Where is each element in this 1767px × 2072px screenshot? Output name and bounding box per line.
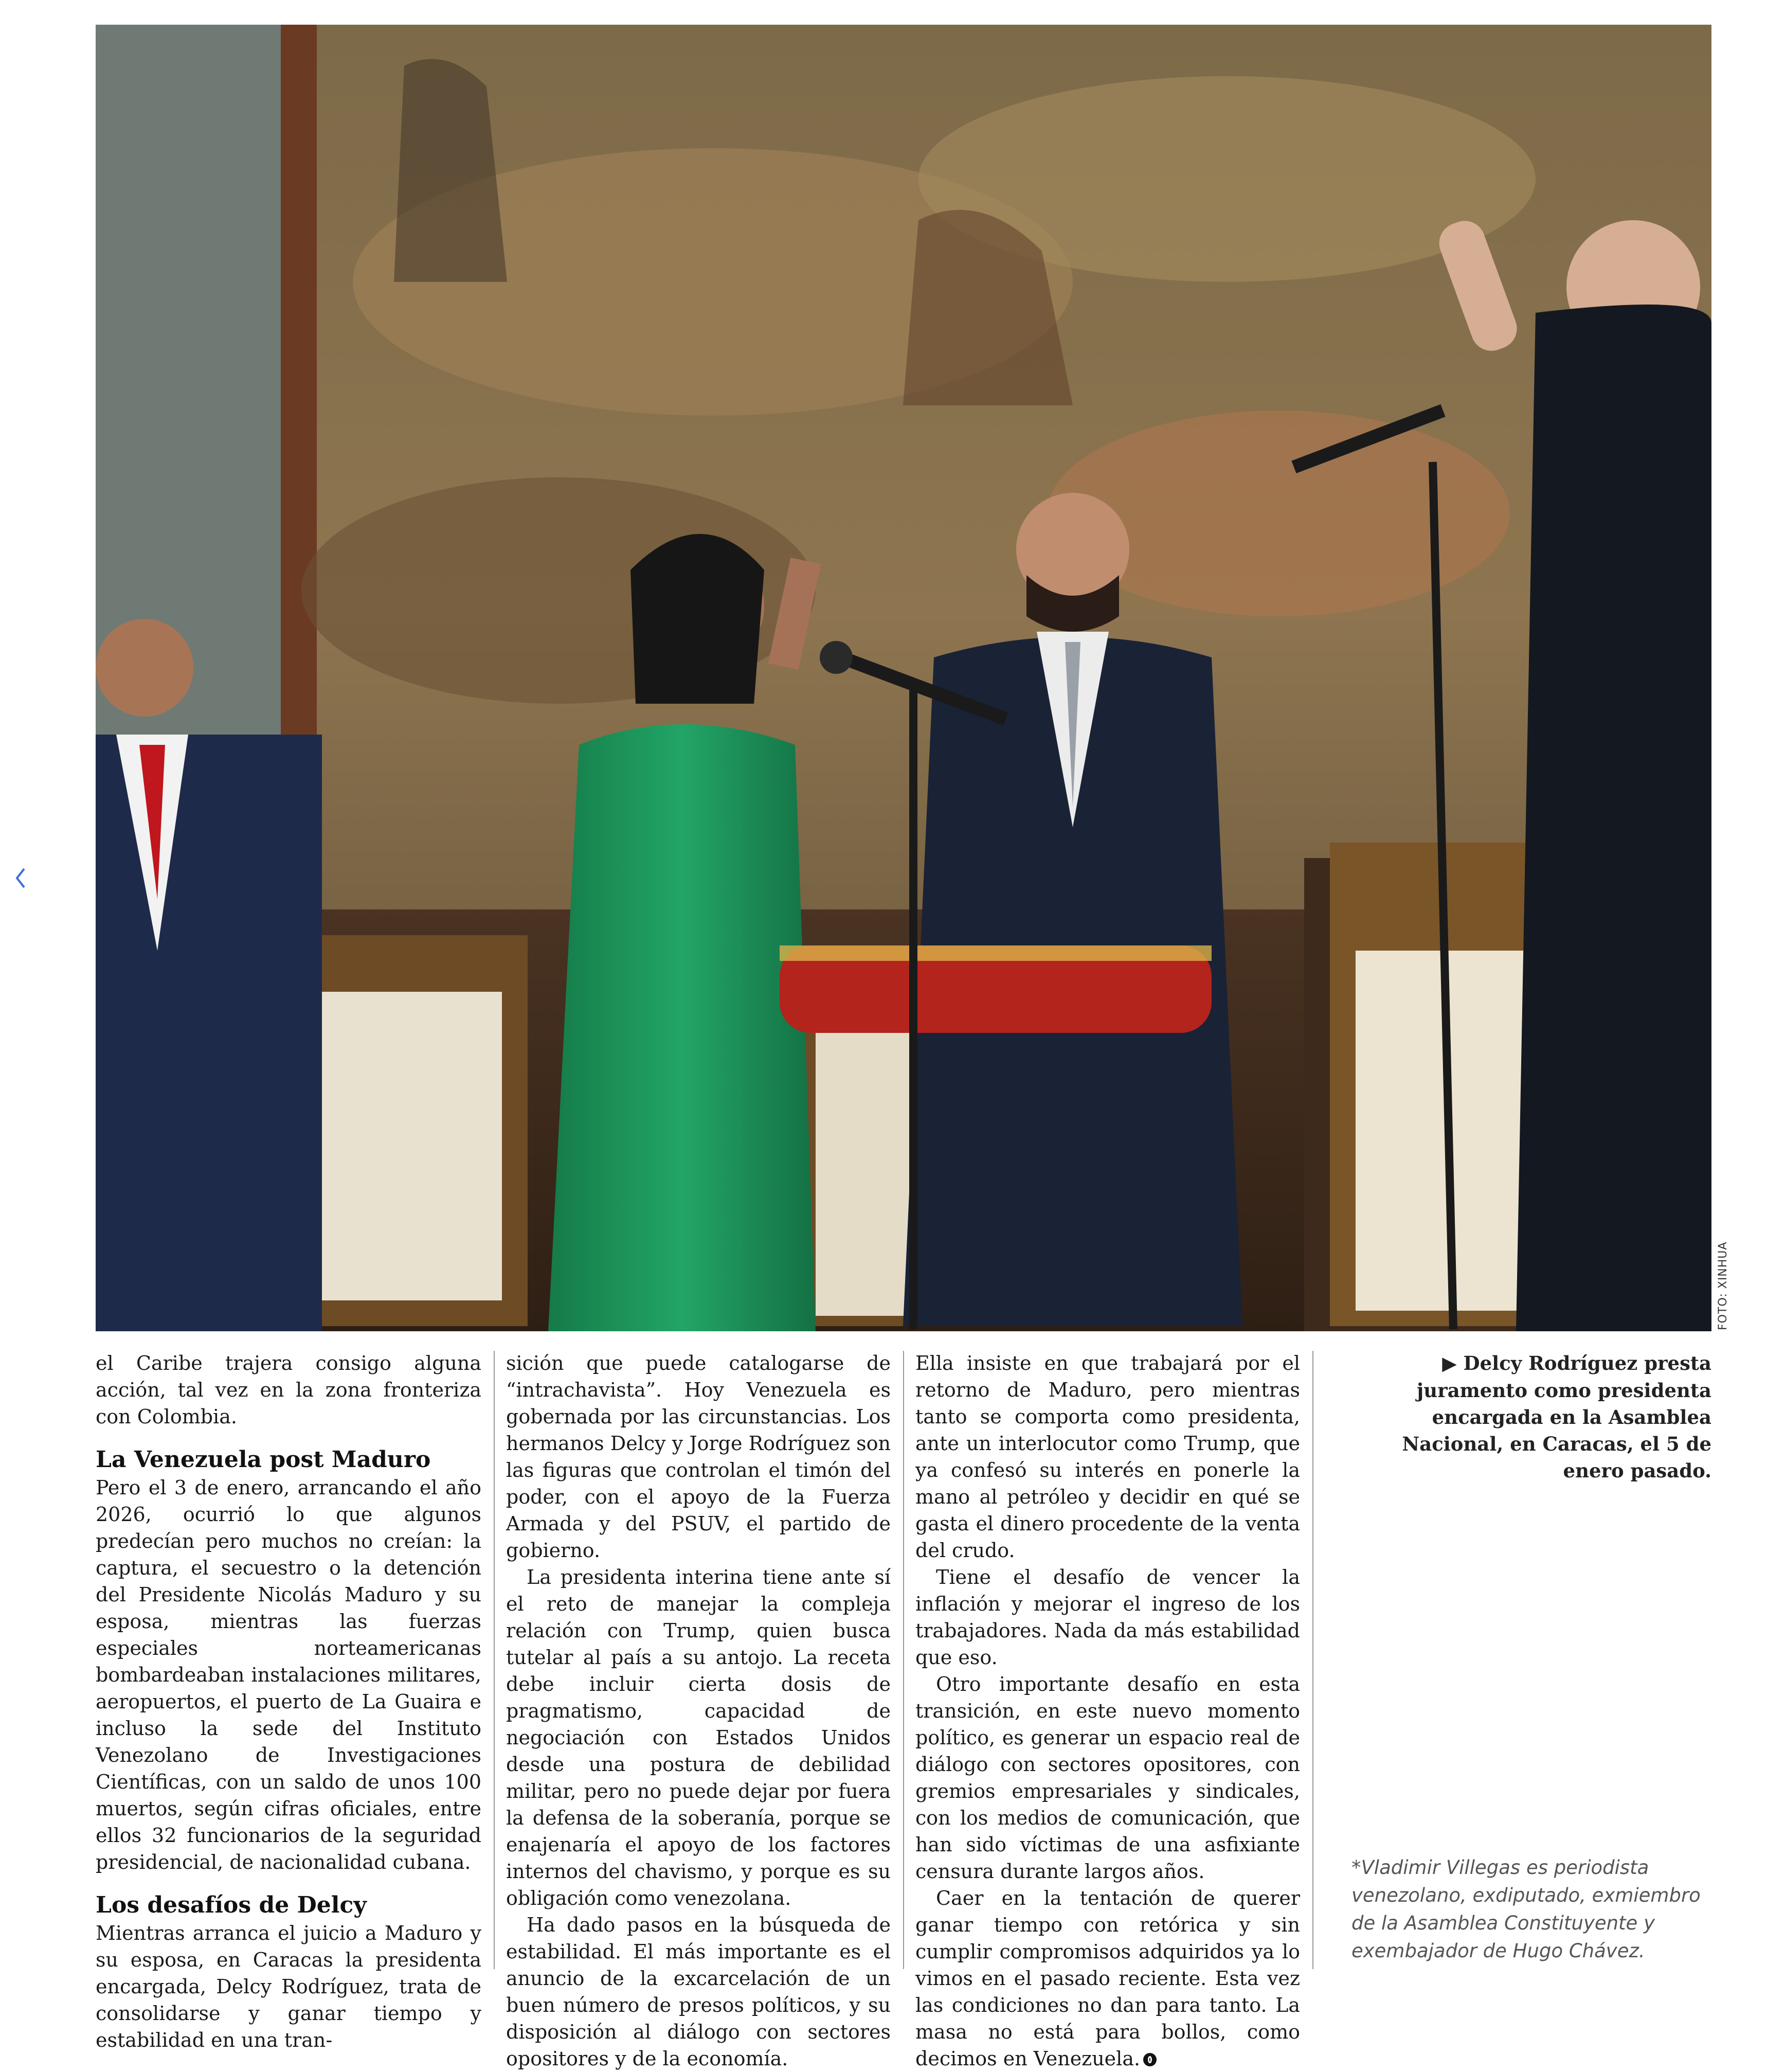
paragraph-text: Caer en la tentación de querer ganar tiempo con retórica y sin cumplir compromisos adquiridos ya lo vimos en el pasado reciente. Esta vez las condiciones no dan para tanto. La masa no está para bollos, como decimos en Venezuela. xyxy=(915,1887,1300,2070)
author-bio: *Vladimir Villegas es periodista venezolano, exdiputado, exmiembro de la Asamblea Constituyente y exembajador de Hugo Chávez. xyxy=(1351,1856,1701,1962)
article-column-3 xyxy=(915,1350,1300,2072)
caption-marker-icon: ▶ xyxy=(1442,1352,1457,1374)
swearing-in-illustration xyxy=(96,25,1711,1329)
column-divider xyxy=(903,1351,904,1969)
paragraph: Ha dado pasos en la búsqueda de estabilidad. El más importante es el anuncio de la excarcelación de un buen número de presos políticos, y su disposición al diálogo con sectores opositores y de la economía. xyxy=(506,1914,891,2070)
subheading: Los desafíos de Delcy xyxy=(96,1892,367,1918)
paragraph: Ella insiste en que trabajará por el retorno de Maduro, pero mientras tanto se comporta como presidenta, ante un interlocutor como Trump, que ya confesó su interés en ponerle la mano al petróleo y decidir en qué se gasta el dinero procedente de la venta del crudo. xyxy=(915,1352,1300,1562)
column-divider xyxy=(1312,1351,1313,1969)
paragraph: el Caribe trajera consigo alguna acción, tal vez en la zona fronteriza con Colombia. xyxy=(96,1352,481,1428)
paragraph: sición que puede catalogarse de “intrachavista”. Hoy Venezuela es gobernada por las circunstancias. Los hermanos Delcy y Jorge Rodríguez son las figuras que controlan el timón del poder, con el apoyo de la Fuerza Armada y del PSUV, el partido de gobierno. xyxy=(506,1352,891,1562)
photo-caption xyxy=(1358,1350,1711,1484)
article-column-1 xyxy=(96,1350,481,2053)
photo-credit: FOTO: XINHUA xyxy=(1717,1241,1729,1330)
news-photo xyxy=(96,25,1711,1329)
previous-page-button[interactable] xyxy=(6,860,35,896)
column-divider xyxy=(494,1351,495,1969)
article-column-2 xyxy=(506,1350,891,2072)
paragraph xyxy=(915,1885,1300,2072)
chevron-left-icon xyxy=(13,866,28,890)
paragraph: Mientras arranca el juicio a Maduro y su esposa, en Caracas la presidenta encargada, Delcy Rodríguez, trata de consolidarse y ganar tiempo y estabilidad en una tran- xyxy=(96,1922,481,2051)
caption-text: Delcy Rodríguez presta juramento como presidenta encargada en la Asamblea Nacional, en Caracas, el 5 de enero pasado. xyxy=(1402,1352,1711,1482)
end-of-article-icon xyxy=(1143,2053,1157,2066)
paragraph: Tiene el desafío de vencer la inflación y mejorar el ingreso de los trabajadores. Nada da más estabilidad que eso. xyxy=(915,1566,1300,1669)
subheading: La Venezuela post Maduro xyxy=(96,1446,431,1473)
paragraph: Pero el 3 de enero, arrancando el año 2026, ocurrió lo que algunos predecían pero muchos no creían: la captura, el secuestro o la detención del Presidente Nicolás Maduro y su esposa, mientras las fuerzas especiales norteamericanas bombardeaban instalaciones militares, aeropuertos, el puerto de La Guaira e incluso la sede del Instituto Venezolano de Investigaciones Científicas, con un saldo de unos 100 muertos, según cifras oficiales, entre ellos 32 funcionarios de la seguridad presidencial, de nacionalidad cubana. xyxy=(96,1476,481,1873)
paragraph: La presidenta interina tiene ante sí el reto de manejar la compleja relación con Trump, quien busca tutelar al país a su antojo. La receta debe incluir cierta dosis de pragmatismo, capacidad de negociación con Estados Unidos desde una postura de debilidad militar, pero no puede dejar por fuera la defensa de la soberanía, porque se enajenaría el apoyo de los factores internos del chavismo, y porque es su obligación como venezolana. xyxy=(506,1566,891,1909)
paragraph: Otro importante desafío en esta transición, en este nuevo momento político, es generar un espacio real de diálogo con sectores opositores, con gremios empresariales y sindicales, con los medios de comunicación, que han sido víctimas de una asfixiante censura durante largos años. xyxy=(915,1673,1300,1883)
